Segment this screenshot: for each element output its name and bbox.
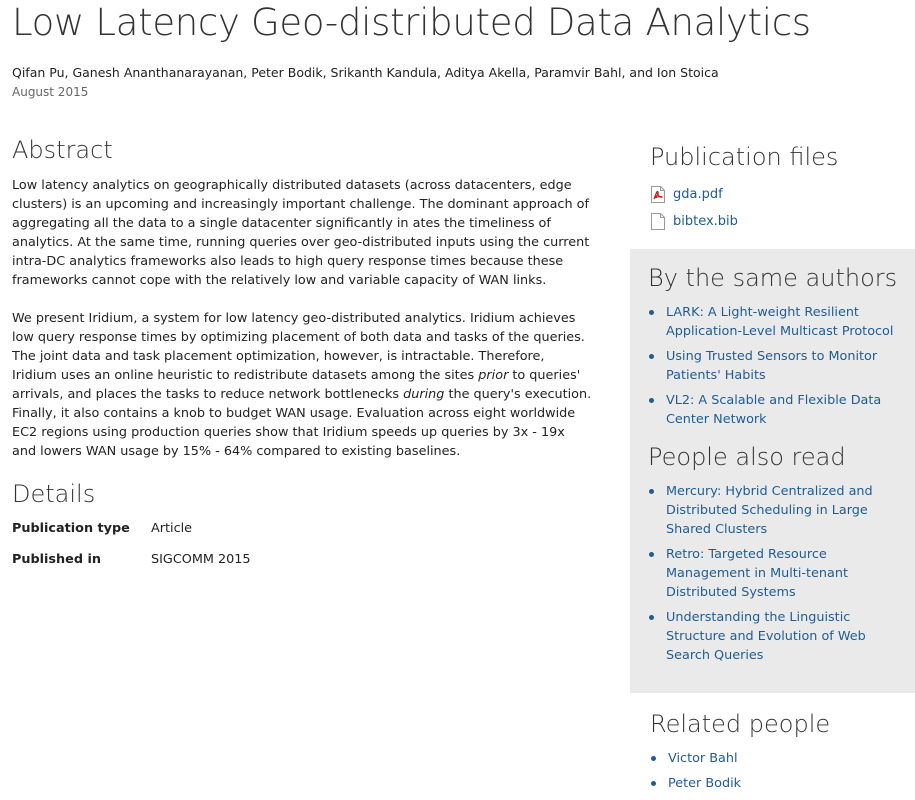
pdf-file-icon: [650, 186, 666, 203]
person-link[interactable]: Victor Bahl: [668, 751, 738, 766]
list-item: [648, 482, 907, 539]
document-file-icon: [650, 213, 666, 230]
abstract-paragraph-1: Low latency analytics on geographically distributed datasets (across datacenters, edge clusters) is an upcoming and increasingly important challenge. The dominant approach of aggregating all the data to a single datacenter significantly in ates the timeliness of analytics. At the same time, running queries over geo-distributed inputs using the current intra-DC analytics frameworks also leads to high query response times because these frameworks cannot cope with the relatively low and variable capacity of WAN links.: [12, 178, 590, 288]
list-item: [648, 608, 907, 665]
main-content: [12, 134, 592, 581]
list-item: [650, 774, 915, 793]
detail-value: Article: [151, 521, 193, 536]
abstract-emphasis: during: [403, 387, 445, 402]
detail-row-published-in: [12, 550, 592, 581]
abstract-paragraph-2: [12, 309, 592, 461]
detail-row-publication-type: [12, 519, 592, 550]
list-item: [648, 303, 907, 341]
list-item: [648, 545, 907, 602]
abstract-heading: Abstract: [12, 136, 113, 164]
also-read-link[interactable]: Mercury: Hybrid Centralized and Distributed Scheduling in Large Shared Clusters: [666, 484, 873, 537]
also-read-heading: People also read: [648, 443, 846, 471]
abstract-text: to queries' arrivals, and places the tasks to reduce network bottlenecks: [12, 368, 581, 402]
author-list: Qifan Pu, Ganesh Ananthanarayanan, Peter Bodik, Srikanth Kandula, Aditya Akella, Paramvir Bahl, and Ion Stoica: [12, 65, 719, 80]
file-item-bibtex: [650, 208, 915, 235]
pdf-download-link[interactable]: gda.pdf: [673, 187, 723, 202]
same-authors-list: [648, 303, 907, 429]
detail-key: Publication type: [12, 521, 130, 536]
list-item: [648, 347, 907, 385]
also-read-list: [648, 482, 907, 665]
person-link[interactable]: Peter Bodik: [668, 776, 742, 791]
publication-files-heading: Publication files: [650, 143, 839, 171]
related-people-section: [650, 707, 915, 799]
list-item: [648, 391, 907, 429]
sidebar-related-panel: [630, 249, 915, 693]
also-read-link[interactable]: Retro: Targeted Resource Management in Multi-tenant Distributed Systems: [666, 547, 848, 600]
detail-key: Published in: [12, 552, 101, 567]
abstract-text: We present Iridium, a system for low latency geo-distributed analytics. Iridium achieves low query response times by optimizing placement of both data and tasks of the queries. The joint data and task placement optimization, however, is intractable. Therefore, Iridium uses an online heuristic to redistribute datasets among the sites: [12, 311, 585, 383]
file-item-pdf: [650, 181, 915, 208]
page-title: Low Latency Geo-distributed Data Analytics: [12, 1, 811, 44]
related-people-list: [650, 749, 915, 793]
related-people-heading: Related people: [650, 710, 831, 738]
same-authors-link[interactable]: LARK: A Light-weight Resilient Application-Level Multicast Protocol: [666, 305, 894, 339]
publication-files-section: [650, 140, 915, 235]
abstract-emphasis: prior: [478, 368, 509, 383]
bibtex-download-link[interactable]: bibtex.bib: [673, 214, 738, 229]
detail-value: SIGCOMM 2015: [151, 552, 251, 567]
details-heading: Details: [12, 480, 96, 508]
abstract-text: the query's execution. Finally, it also contains a knob to budget WAN usage. Evaluation across eight worldwide EC2 regions using production queries show that Iridium speeds up queries by 3x - 19x and lowers WAN usage by 15% - 64% compared to existing baselines.: [12, 387, 592, 459]
also-read-link[interactable]: Understanding the Linguistic Structure and Evolution of Web Search Queries: [666, 610, 866, 663]
same-authors-link[interactable]: Using Trusted Sensors to Monitor Patients' Habits: [666, 349, 878, 383]
same-authors-link[interactable]: VL2: A Scalable and Flexible Data Center Network: [666, 393, 882, 427]
same-authors-heading: By the same authors: [648, 264, 898, 292]
publication-date: August 2015: [12, 85, 89, 99]
list-item: [650, 749, 915, 768]
